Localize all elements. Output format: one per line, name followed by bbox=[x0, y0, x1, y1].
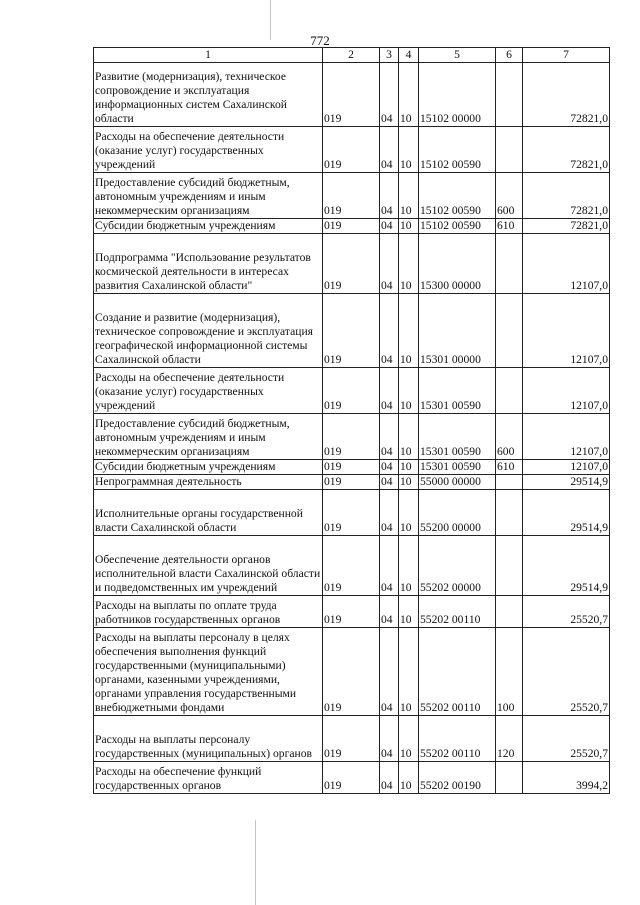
item-name-cell bbox=[94, 536, 323, 596]
section-cell: 04 bbox=[380, 628, 399, 716]
expense-type-cell: 600 bbox=[496, 414, 523, 460]
item-name: Предоставление субсидий бюджетным, автономным учреждениям и иным некоммерческим организациям bbox=[95, 176, 290, 217]
column-header: 4 bbox=[399, 48, 419, 63]
item-name-cell bbox=[94, 63, 323, 127]
target-article-cell: 15102 00590 bbox=[419, 219, 496, 234]
table-row bbox=[94, 63, 610, 127]
item-name-cell bbox=[94, 762, 323, 794]
subsection-cell: 10 bbox=[399, 294, 419, 368]
item-name: Непрограммная деятельность bbox=[95, 475, 242, 488]
amount-cell: 12107,0 bbox=[523, 234, 610, 294]
table-row bbox=[94, 173, 610, 219]
amount-cell: 72821,0 bbox=[523, 219, 610, 234]
item-name: Подпрограмма "Использование результатов космической деятельности в интересах развития Сахалинской области" bbox=[95, 251, 311, 292]
table-row bbox=[94, 219, 610, 234]
column-header: 3 bbox=[380, 48, 399, 63]
table-row bbox=[94, 762, 610, 794]
admin-code-cell: 019 bbox=[323, 414, 380, 460]
table-row bbox=[94, 716, 610, 762]
expense-type-cell bbox=[496, 234, 523, 294]
expense-type-cell bbox=[496, 294, 523, 368]
item-name: Предоставление субсидий бюджетным, автономным учреждениям и иным некоммерческим организациям bbox=[95, 417, 290, 458]
section-cell: 04 bbox=[380, 490, 399, 536]
target-article-cell: 15301 00590 bbox=[419, 460, 496, 475]
item-name-cell bbox=[94, 127, 323, 173]
table-row bbox=[94, 294, 610, 368]
expense-type-cell: 120 bbox=[496, 716, 523, 762]
section-cell: 04 bbox=[380, 536, 399, 596]
admin-code-cell: 019 bbox=[323, 63, 380, 127]
table-row bbox=[94, 127, 610, 173]
table-row bbox=[94, 414, 610, 460]
admin-code-cell: 019 bbox=[323, 127, 380, 173]
subsection-cell: 10 bbox=[399, 63, 419, 127]
item-name: Обеспечение деятельности органов исполнительной власти Сахалинской области и подведомственных им учреждений bbox=[95, 553, 321, 594]
target-article-cell: 15102 00000 bbox=[419, 63, 496, 127]
item-name: Расходы на обеспечение функций государственных органов bbox=[95, 765, 262, 792]
amount-cell: 3994,2 bbox=[523, 762, 610, 794]
item-name: Расходы на выплаты персоналу в целях обеспечения выполнения функций государственными (муниципальными) органами, казенными учреждениями, органами управления государственными внебюджетными фондами bbox=[95, 631, 297, 714]
item-name-cell bbox=[94, 234, 323, 294]
amount-cell: 72821,0 bbox=[523, 63, 610, 127]
table-row bbox=[94, 628, 610, 716]
column-header: 2 bbox=[323, 48, 380, 63]
target-article-cell: 55000 00000 bbox=[419, 475, 496, 490]
item-name: Исполнительные органы государственной власти Сахалинской области bbox=[95, 507, 303, 534]
target-article-cell: 15102 00590 bbox=[419, 173, 496, 219]
admin-code-cell: 019 bbox=[323, 628, 380, 716]
table-row bbox=[94, 536, 610, 596]
table-row bbox=[94, 596, 610, 628]
expense-type-cell bbox=[496, 475, 523, 490]
item-name: Создание и развитие (модернизация), техническое сопровождение и эксплуатация географической информационной системы Сахалинской области bbox=[95, 311, 313, 366]
section-cell: 04 bbox=[380, 219, 399, 234]
admin-code-cell: 019 bbox=[323, 762, 380, 794]
subsection-cell: 10 bbox=[399, 219, 419, 234]
admin-code-cell: 019 bbox=[323, 368, 380, 414]
amount-cell: 25520,7 bbox=[523, 628, 610, 716]
amount-cell: 25520,7 bbox=[523, 716, 610, 762]
amount-cell: 29514,9 bbox=[523, 536, 610, 596]
column-number-row bbox=[94, 48, 610, 63]
expense-type-cell bbox=[496, 596, 523, 628]
amount-cell: 12107,0 bbox=[523, 368, 610, 414]
table-row bbox=[94, 460, 610, 475]
admin-code-cell: 019 bbox=[323, 219, 380, 234]
admin-code-cell: 019 bbox=[323, 475, 380, 490]
item-name-cell bbox=[94, 414, 323, 460]
target-article-cell: 15300 00000 bbox=[419, 234, 496, 294]
admin-code-cell: 019 bbox=[323, 234, 380, 294]
amount-cell: 72821,0 bbox=[523, 127, 610, 173]
subsection-cell: 10 bbox=[399, 475, 419, 490]
subsection-cell: 10 bbox=[399, 628, 419, 716]
item-name: Развитие (модернизация), техническое сопровождение и эксплуатация информационных систем Сахалинской области bbox=[95, 70, 287, 125]
item-name-cell bbox=[94, 596, 323, 628]
amount-cell: 25520,7 bbox=[523, 596, 610, 628]
expense-type-cell bbox=[496, 368, 523, 414]
item-name: Субсидии бюджетным учреждениям bbox=[95, 460, 276, 473]
admin-code-cell: 019 bbox=[323, 716, 380, 762]
item-name-cell bbox=[94, 460, 323, 475]
admin-code-cell: 019 bbox=[323, 536, 380, 596]
expense-type-cell: 610 bbox=[496, 460, 523, 475]
admin-code-cell: 019 bbox=[323, 173, 380, 219]
target-article-cell: 55202 00190 bbox=[419, 762, 496, 794]
table-row bbox=[94, 475, 610, 490]
table-row bbox=[94, 490, 610, 536]
item-name: Расходы на обеспечение деятельности (оказание услуг) государственных учреждений bbox=[95, 371, 285, 412]
target-article-cell: 55202 00110 bbox=[419, 596, 496, 628]
target-article-cell: 55202 00110 bbox=[419, 628, 496, 716]
section-cell: 04 bbox=[380, 716, 399, 762]
target-article-cell: 15301 00590 bbox=[419, 414, 496, 460]
column-header: 5 bbox=[419, 48, 496, 63]
target-article-cell: 15301 00000 bbox=[419, 294, 496, 368]
subsection-cell: 10 bbox=[399, 596, 419, 628]
admin-code-cell: 019 bbox=[323, 596, 380, 628]
item-name: Расходы на выплаты по оплате труда работников государственных органов bbox=[95, 599, 281, 626]
subsection-cell: 10 bbox=[399, 414, 419, 460]
section-cell: 04 bbox=[380, 63, 399, 127]
expense-type-cell: 600 bbox=[496, 173, 523, 219]
subsection-cell: 10 bbox=[399, 716, 419, 762]
section-cell: 04 bbox=[380, 460, 399, 475]
subsection-cell: 10 bbox=[399, 368, 419, 414]
subsection-cell: 10 bbox=[399, 536, 419, 596]
item-name: Расходы на обеспечение деятельности (оказание услуг) государственных учреждений bbox=[95, 130, 285, 171]
expense-type-cell bbox=[496, 490, 523, 536]
expense-type-cell bbox=[496, 536, 523, 596]
target-article-cell: 55202 00000 bbox=[419, 536, 496, 596]
amount-cell: 72821,0 bbox=[523, 173, 610, 219]
column-header: 7 bbox=[523, 48, 610, 63]
admin-code-cell: 019 bbox=[323, 490, 380, 536]
item-name-cell bbox=[94, 219, 323, 234]
item-name-cell bbox=[94, 368, 323, 414]
item-name-cell bbox=[94, 716, 323, 762]
section-cell: 04 bbox=[380, 173, 399, 219]
subsection-cell: 10 bbox=[399, 762, 419, 794]
amount-cell: 12107,0 bbox=[523, 294, 610, 368]
amount-cell: 12107,0 bbox=[523, 414, 610, 460]
section-cell: 04 bbox=[380, 368, 399, 414]
section-cell: 04 bbox=[380, 596, 399, 628]
section-cell: 04 bbox=[380, 127, 399, 173]
section-cell: 04 bbox=[380, 414, 399, 460]
subsection-cell: 10 bbox=[399, 490, 419, 536]
item-name-cell bbox=[94, 294, 323, 368]
amount-cell: 29514,9 bbox=[523, 475, 610, 490]
column-header: 6 bbox=[496, 48, 523, 63]
budget-table bbox=[93, 47, 610, 794]
expense-type-cell bbox=[496, 127, 523, 173]
subsection-cell: 10 bbox=[399, 234, 419, 294]
amount-cell: 12107,0 bbox=[523, 460, 610, 475]
item-name-cell bbox=[94, 475, 323, 490]
column-header: 1 bbox=[94, 48, 323, 63]
item-name: Субсидии бюджетным учреждениям bbox=[95, 219, 276, 232]
item-name-cell bbox=[94, 173, 323, 219]
table-row bbox=[94, 368, 610, 414]
target-article-cell: 15102 00590 bbox=[419, 127, 496, 173]
scan-artifact-line bbox=[255, 820, 256, 905]
target-article-cell: 15301 00590 bbox=[419, 368, 496, 414]
section-cell: 04 bbox=[380, 762, 399, 794]
section-cell: 04 bbox=[380, 234, 399, 294]
item-name-cell bbox=[94, 628, 323, 716]
target-article-cell: 55200 00000 bbox=[419, 490, 496, 536]
table-row bbox=[94, 234, 610, 294]
expense-type-cell: 610 bbox=[496, 219, 523, 234]
amount-cell: 29514,9 bbox=[523, 490, 610, 536]
target-article-cell: 55202 00110 bbox=[419, 716, 496, 762]
admin-code-cell: 019 bbox=[323, 460, 380, 475]
subsection-cell: 10 bbox=[399, 127, 419, 173]
page-number: 772 bbox=[310, 33, 330, 48]
item-name-cell bbox=[94, 490, 323, 536]
expense-type-cell bbox=[496, 762, 523, 794]
section-cell: 04 bbox=[380, 294, 399, 368]
expense-type-cell: 100 bbox=[496, 628, 523, 716]
expense-type-cell bbox=[496, 63, 523, 127]
item-name: Расходы на выплаты персоналу государственных (муниципальных) органов bbox=[95, 733, 312, 760]
subsection-cell: 10 bbox=[399, 460, 419, 475]
admin-code-cell: 019 bbox=[323, 294, 380, 368]
section-cell: 04 bbox=[380, 475, 399, 490]
subsection-cell: 10 bbox=[399, 173, 419, 219]
